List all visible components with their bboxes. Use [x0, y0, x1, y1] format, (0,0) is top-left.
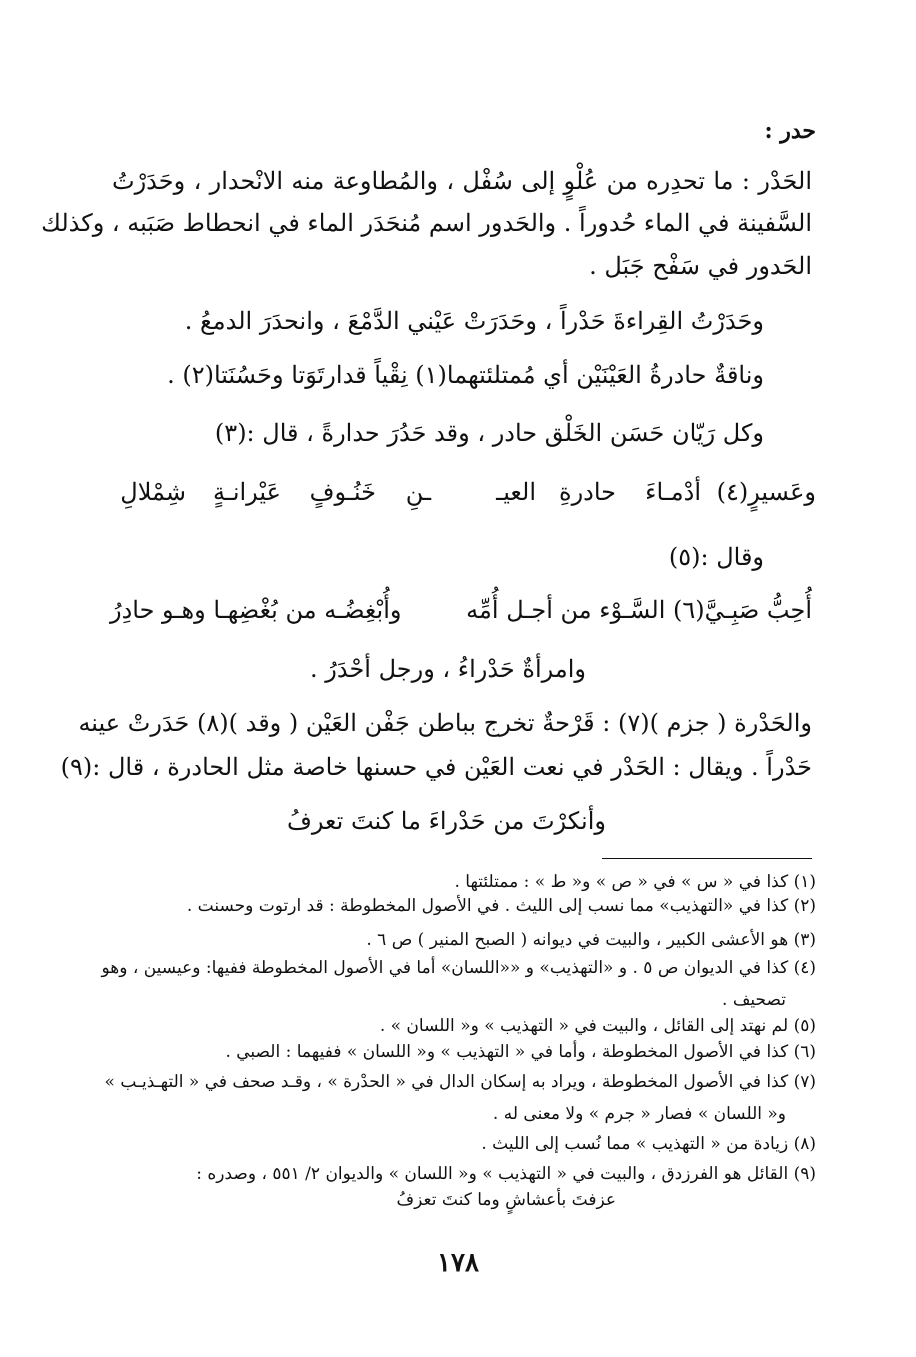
- footnote-6: (٦) كذا في الأصول المخطوطة ، وأما في « التهذيب » و« اللسان » ففيهما : الصبي .: [225, 1042, 816, 1062]
- body-line-11: وأنكرْتَ من حَدْراءَ ما كنتَ تعرفُ: [286, 807, 606, 835]
- footnote-7: (٧) كذا في الأصول المخطوطة ، ويراد به إسكان الدال في « الحدْرة » ، وقـد صحف في « التهـذيـب »: [104, 1072, 816, 1092]
- footnote-7-continued: و« اللسان » فصار « جرم » ولا معنى له .: [492, 1104, 786, 1124]
- body-line-6: وكل رَيّان حَسَن الخَلْق حادر ، وقد حَدُرَ حدارةً ، قال :(٣): [214, 419, 764, 447]
- footnote-3: (٣) هو الأعشى الكبير ، والبيت في ديوانه ( الصبح المنير ) ص ٦ .: [366, 930, 816, 950]
- footnote-4-continued: تصحيف .: [722, 990, 786, 1010]
- footnote-1: (١) كذا في « س » في « ص » و« ط » : ممتلئتها .: [454, 872, 816, 892]
- footnote-9: (٩) القائل هو الفرزدق ، والبيت في « التهذيب » و« اللسان » والديوان ٢/ ٥٥١ ، وصدره :: [196, 1164, 816, 1184]
- body-line-7: وقال :(٥): [668, 543, 764, 571]
- body-line-9: والحَدْرة ( جزم )(٧) : قَرْحةٌ تخرج بباطن جَفْن العَيْن ( وقد )(٨) حَدَرتْ عينه: [78, 709, 812, 737]
- verse-1-word: شِمْلالِ: [120, 478, 186, 506]
- body-line-4: وحَدَرْتُ القِراءةَ حَدْراً ، وحَدَرَتْ عَيْني الدَّمْعَ ، وانحدَرَ الدمعُ .: [184, 307, 764, 335]
- body-line-3: الحَدور في سَفْح جَبَل .: [589, 252, 812, 280]
- body-line-10: حَدْراً . ويقال : الحَدْر في نعت العَيْن في حسنها خاصة مثل الحادرة ، قال :(٩): [60, 753, 812, 781]
- verse-2-second-hemistich: وأُبْغِضُـه من بُغْضِهـا وهـو حادِرُ: [110, 596, 402, 624]
- body-line-2: السَّفينة في الماء حُدوراً . والحَدور اسم مُنحَدَر الماء في انحطاط صَبَبه ، وكذلك: [41, 209, 812, 237]
- verse-1-word: العيـ: [496, 478, 536, 506]
- footnote-4: (٤) كذا في الديوان ص ٥ . و «التهذيب» و ««اللسان» أما في الأصول المخطوطة ففيها: وعيسين ، وهو: [101, 958, 816, 978]
- verse-1-word: أدْمـاءَ: [645, 478, 701, 506]
- body-line-5: وناقةٌ حادرةُ العَيْنَيْن أي مُمتلئتهما(١) نِقْياً قدارتَوَتا وحَسُنَتا(٢) .: [167, 361, 764, 389]
- body-line-1: الحَدْر : ما تحدِره من عُلْوٍ إلى سُفْل ، والمُطاوعة منه الانْحدار ، وحَدَرْتُ: [112, 167, 812, 195]
- verse-1-word: حادرةِ: [559, 478, 616, 506]
- footnote-8: (٨) زيادة من « التهذيب » مما نُسب إلى الليث .: [481, 1134, 816, 1154]
- footnote-9-verse: عزفتَ بأعشاشٍ وما كنتَ تعزفُ: [396, 1190, 616, 1210]
- verse-1-word: ـنِ: [405, 478, 431, 506]
- verse-1-word: خَنُـوفٍ: [309, 478, 376, 506]
- verse-1-word: عَيْرانـةٍ: [212, 478, 281, 506]
- verse-1-word: وعَسيرٍ(٤): [716, 478, 816, 506]
- footnote-2: (٢) كذا في «التهذيب» مما نسب إلى الليث . في الأصول المخطوطة : قد ارتوت وحسنت .: [186, 896, 816, 916]
- verse-1: [100, 478, 816, 514]
- verse-2-first-hemistich: أُحِبُّ صَبِـيَّ(٦) السَّـوْء من أجـل أُمِّه: [466, 596, 812, 624]
- verse-2: [100, 596, 816, 632]
- footnote-5: (٥) لم نهتد إلى القائل ، والبيت في « التهذيب » و« اللسان » .: [379, 1016, 816, 1036]
- page-number: ١٧٨: [437, 1248, 479, 1278]
- footnote-separator: [602, 858, 812, 859]
- body-line-8: وامرأةٌ حَدْراءُ ، ورجل أحْدَرُ .: [310, 655, 586, 683]
- entry-heading: حدر :: [764, 118, 816, 144]
